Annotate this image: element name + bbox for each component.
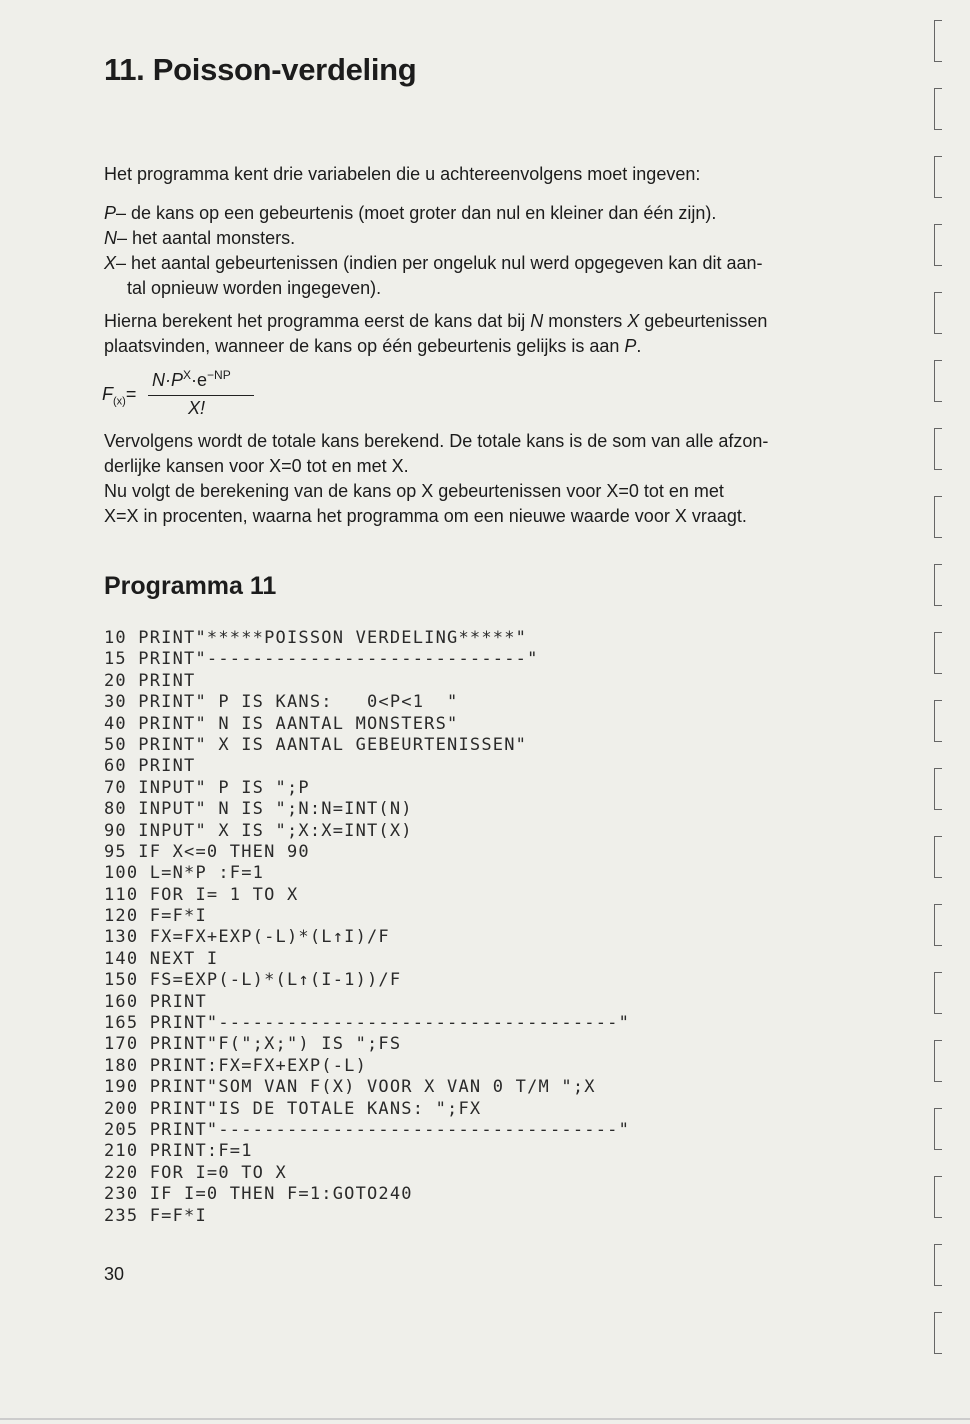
variable-list bbox=[104, 201, 849, 301]
code-line: 30 PRINT" P IS KANS: 0<P<1 " bbox=[104, 692, 459, 713]
variable-symbol: P bbox=[624, 336, 637, 356]
page-edge bbox=[0, 1418, 970, 1420]
variable-symbol: X bbox=[104, 253, 117, 273]
formula-subscript: (x) bbox=[113, 395, 126, 408]
binder-mark bbox=[934, 700, 942, 742]
intro-text: Het programma kent drie variabelen die u achtereenvolgens moet ingeven: bbox=[104, 164, 701, 184]
fraction-bar bbox=[148, 395, 254, 396]
binder-mark bbox=[934, 1312, 942, 1354]
code-line: 200 PRINT"IS DE TOTALE KANS: ";FX bbox=[104, 1098, 482, 1119]
formula-lhs bbox=[102, 384, 136, 408]
section-title: Programma 11 bbox=[104, 572, 277, 600]
formula-equals: = bbox=[125, 384, 137, 404]
code-line: 165 PRINT"-----------------------------------" bbox=[104, 1013, 631, 1034]
paragraph-line: X=X in procenten, waarna het programma om een nieuwe waarde voor X vraagt. bbox=[104, 506, 747, 526]
code-line: 220 FOR I=0 TO X bbox=[104, 1162, 287, 1183]
code-line: 80 INPUT" N IS ";N:N=INT(N) bbox=[104, 799, 413, 820]
formula-exponent: X bbox=[183, 368, 192, 382]
code-line: 100 L=N*P :F=1 bbox=[104, 863, 265, 884]
code-line: 10 PRINT"*****POISSON VERDELING*****" bbox=[104, 628, 528, 648]
variable-description: – het aantal gebeurtenissen (indien per ongeluk nul werd opgegeven kan dit aan- bbox=[116, 253, 763, 273]
binder-mark bbox=[934, 1176, 942, 1218]
code-line: 205 PRINT"-----------------------------------" bbox=[104, 1119, 631, 1140]
text-span: monsters bbox=[543, 311, 628, 331]
code-line: 20 PRINT bbox=[104, 670, 196, 691]
binder-mark bbox=[934, 1244, 942, 1286]
paragraph-line: Nu volgt de berekening van de kans op X gebeurtenissen voor X=0 tot en met bbox=[104, 481, 724, 501]
code-line: 130 FX=FX+EXP(-L)*(L↑I)/F bbox=[104, 927, 390, 948]
code-line: 110 FOR I= 1 TO X bbox=[104, 884, 299, 905]
code-line: 90 INPUT" X IS ";X:X=INT(X) bbox=[104, 820, 413, 841]
code-line: 170 PRINT"F(";X;") IS ";FS bbox=[104, 1034, 402, 1055]
formula-exponent: −NP bbox=[207, 368, 231, 382]
binder-mark bbox=[934, 1040, 942, 1082]
paragraph-line: derlijke kansen voor X=0 tot en met X. bbox=[104, 456, 409, 476]
binder-mark bbox=[934, 292, 942, 334]
code-line: 120 F=F*I bbox=[104, 906, 207, 927]
code-line: 230 IF I=0 THEN F=1:GOTO240 bbox=[104, 1184, 413, 1205]
binder-mark bbox=[934, 88, 942, 130]
variable-n bbox=[104, 226, 849, 251]
poisson-formula bbox=[100, 366, 300, 426]
binder-mark bbox=[934, 972, 942, 1014]
code-line: 50 PRINT" X IS AANTAL GEBEURTENISSEN" bbox=[104, 734, 528, 755]
binder-mark bbox=[934, 360, 942, 402]
formula-symbol: F bbox=[102, 384, 113, 404]
paragraph-line bbox=[104, 309, 849, 334]
variable-x bbox=[104, 251, 849, 276]
binder-mark bbox=[934, 904, 942, 946]
page-number: 30 bbox=[104, 1264, 125, 1284]
variable-description: – de kans op een gebeurtenis (moet groter dan nul en kleiner dan één zijn). bbox=[116, 203, 717, 223]
code-line: 60 PRINT bbox=[104, 756, 196, 777]
paragraph-line bbox=[104, 334, 849, 359]
binder-mark bbox=[934, 156, 942, 198]
binder-mark bbox=[934, 1108, 942, 1150]
variable-symbol: X bbox=[627, 311, 640, 331]
code-line: 70 INPUT" P IS ";P bbox=[104, 777, 310, 798]
variable-p bbox=[104, 201, 849, 226]
formula-term: N·P bbox=[152, 370, 183, 390]
summary-paragraph bbox=[104, 429, 849, 529]
text-span: Hierna berekent het programma eerst de kans dat bij bbox=[104, 311, 531, 331]
variable-symbol: N bbox=[530, 311, 544, 331]
code-line: 15 PRINT"----------------------------" bbox=[104, 649, 539, 670]
code-line: 180 PRINT:FX=FX+EXP(-L) bbox=[104, 1055, 368, 1076]
binder-mark bbox=[934, 496, 942, 538]
code-line: 235 F=F*I bbox=[104, 1205, 207, 1226]
variable-symbol: P bbox=[104, 203, 117, 223]
text-span: gebeurtenissen bbox=[639, 311, 768, 331]
variable-symbol: N bbox=[104, 228, 117, 248]
code-line: 40 PRINT" N IS AANTAL MONSTERS" bbox=[104, 713, 459, 734]
binder-tab-marks bbox=[928, 0, 952, 1424]
binder-mark bbox=[934, 768, 942, 810]
code-line: 140 NEXT I bbox=[104, 948, 219, 969]
chapter-title: 11. Poisson-verdeling bbox=[104, 52, 417, 87]
binder-mark bbox=[934, 564, 942, 606]
variable-x-continued: tal opnieuw worden ingegeven). bbox=[127, 278, 382, 298]
code-line: 210 PRINT:F=1 bbox=[104, 1141, 253, 1162]
paragraph-line: Vervolgens wordt de totale kans berekend. De totale kans is de som van alle afzon- bbox=[104, 431, 769, 451]
program-listing bbox=[104, 628, 630, 1227]
formula-denominator bbox=[188, 398, 205, 419]
code-line: 95 IF X<=0 THEN 90 bbox=[104, 841, 310, 862]
binder-mark bbox=[934, 20, 942, 62]
code-line: 160 PRINT bbox=[104, 991, 207, 1012]
binder-mark bbox=[934, 428, 942, 470]
code-line: 150 FS=EXP(-L)*(L↑(I-1))/F bbox=[104, 970, 402, 991]
text-span: plaatsvinden, wanneer de kans op één gebeurtenis gelijks is aan bbox=[104, 336, 625, 356]
binder-mark bbox=[934, 836, 942, 878]
text-span: . bbox=[636, 336, 642, 356]
formula-term: X! bbox=[188, 398, 206, 418]
formula-term: ·e bbox=[191, 370, 208, 390]
binder-mark bbox=[934, 224, 942, 266]
variable-description: – het aantal monsters. bbox=[117, 228, 296, 248]
explanation-paragraph bbox=[104, 309, 849, 359]
binder-mark bbox=[934, 632, 942, 674]
code-line: 190 PRINT"SOM VAN F(X) VOOR X VAN 0 T/M ";X bbox=[104, 1077, 596, 1098]
formula-numerator bbox=[152, 368, 231, 391]
